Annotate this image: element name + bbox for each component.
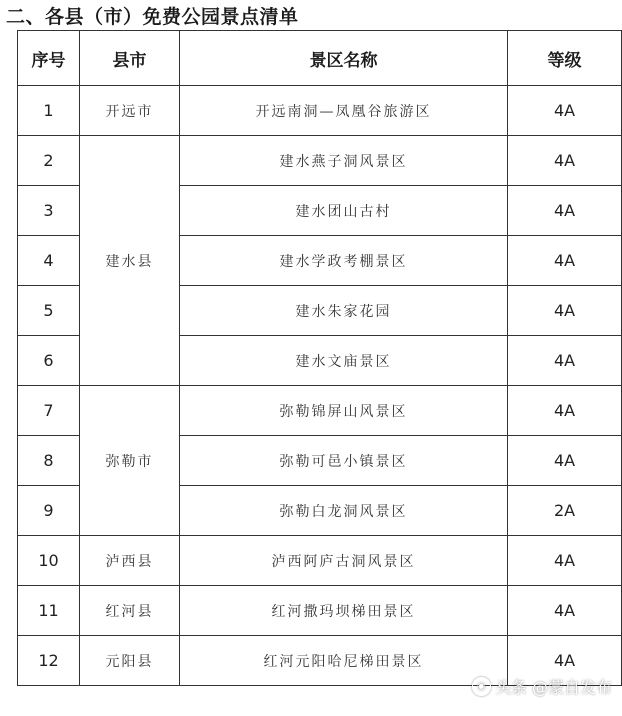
row-grade: 2A (508, 486, 622, 536)
table-row (18, 86, 622, 136)
row-grade: 4A (508, 586, 622, 636)
row-grade: 4A (508, 536, 622, 586)
row-county: 弥勒市 (80, 386, 180, 536)
row-seq: 10 (18, 536, 80, 586)
row-spot-name: 弥勒白龙洞风景区 (180, 486, 508, 536)
row-seq: 8 (18, 436, 80, 486)
toutiao-logo-icon: ◉ (472, 677, 491, 696)
row-seq: 5 (18, 286, 80, 336)
row-seq: 7 (18, 386, 80, 436)
row-spot-name: 泸西阿庐古洞风景区 (180, 536, 508, 586)
table-row (18, 536, 622, 586)
row-grade: 4A (508, 336, 622, 386)
table-row (18, 586, 622, 636)
row-spot-name: 建水朱家花园 (180, 286, 508, 336)
row-spot-name: 建水燕子洞风景区 (180, 136, 508, 186)
row-spot-name: 建水学政考棚景区 (180, 236, 508, 286)
row-spot-name: 红河撒玛坝梯田景区 (180, 586, 508, 636)
watermark-text: 头条 @蒙自发布 (494, 678, 612, 697)
row-county: 元阳县 (80, 636, 180, 686)
page-title: 二、各县（市）免费公园景点清单 (6, 6, 299, 28)
row-spot-name: 红河元阳哈尼梯田景区 (180, 636, 508, 686)
row-seq: 2 (18, 136, 80, 186)
row-spot-name: 开远南洞—凤凰谷旅游区 (180, 86, 508, 136)
scenic-spots-table (17, 30, 622, 686)
row-seq: 6 (18, 336, 80, 386)
watermark (472, 675, 612, 698)
row-county: 建水县 (80, 136, 180, 386)
header-county: 县市 (80, 31, 180, 86)
row-county: 开远市 (80, 86, 180, 136)
row-county: 泸西县 (80, 536, 180, 586)
row-grade: 4A (508, 436, 622, 486)
row-grade: 4A (508, 236, 622, 286)
row-spot-name: 建水文庙景区 (180, 336, 508, 386)
row-seq: 3 (18, 186, 80, 236)
row-spot-name: 弥勒锦屏山风景区 (180, 386, 508, 436)
row-seq: 9 (18, 486, 80, 536)
row-spot-name: 建水团山古村 (180, 186, 508, 236)
header-grade: 等级 (508, 31, 622, 86)
row-grade: 4A (508, 386, 622, 436)
table-row (18, 386, 622, 436)
table-header-row (18, 31, 622, 86)
row-grade: 4A (508, 186, 622, 236)
row-seq: 12 (18, 636, 80, 686)
row-spot-name: 弥勒可邑小镇景区 (180, 436, 508, 486)
row-grade: 4A (508, 286, 622, 336)
row-county: 红河县 (80, 586, 180, 636)
row-grade: 4A (508, 136, 622, 186)
table-body (18, 86, 622, 686)
row-grade: 4A (508, 636, 622, 686)
row-seq: 4 (18, 236, 80, 286)
header-seq: 序号 (18, 31, 80, 86)
row-seq: 11 (18, 586, 80, 636)
row-seq: 1 (18, 86, 80, 136)
row-grade: 4A (508, 86, 622, 136)
header-spot-name: 景区名称 (180, 31, 508, 86)
table-row (18, 136, 622, 186)
